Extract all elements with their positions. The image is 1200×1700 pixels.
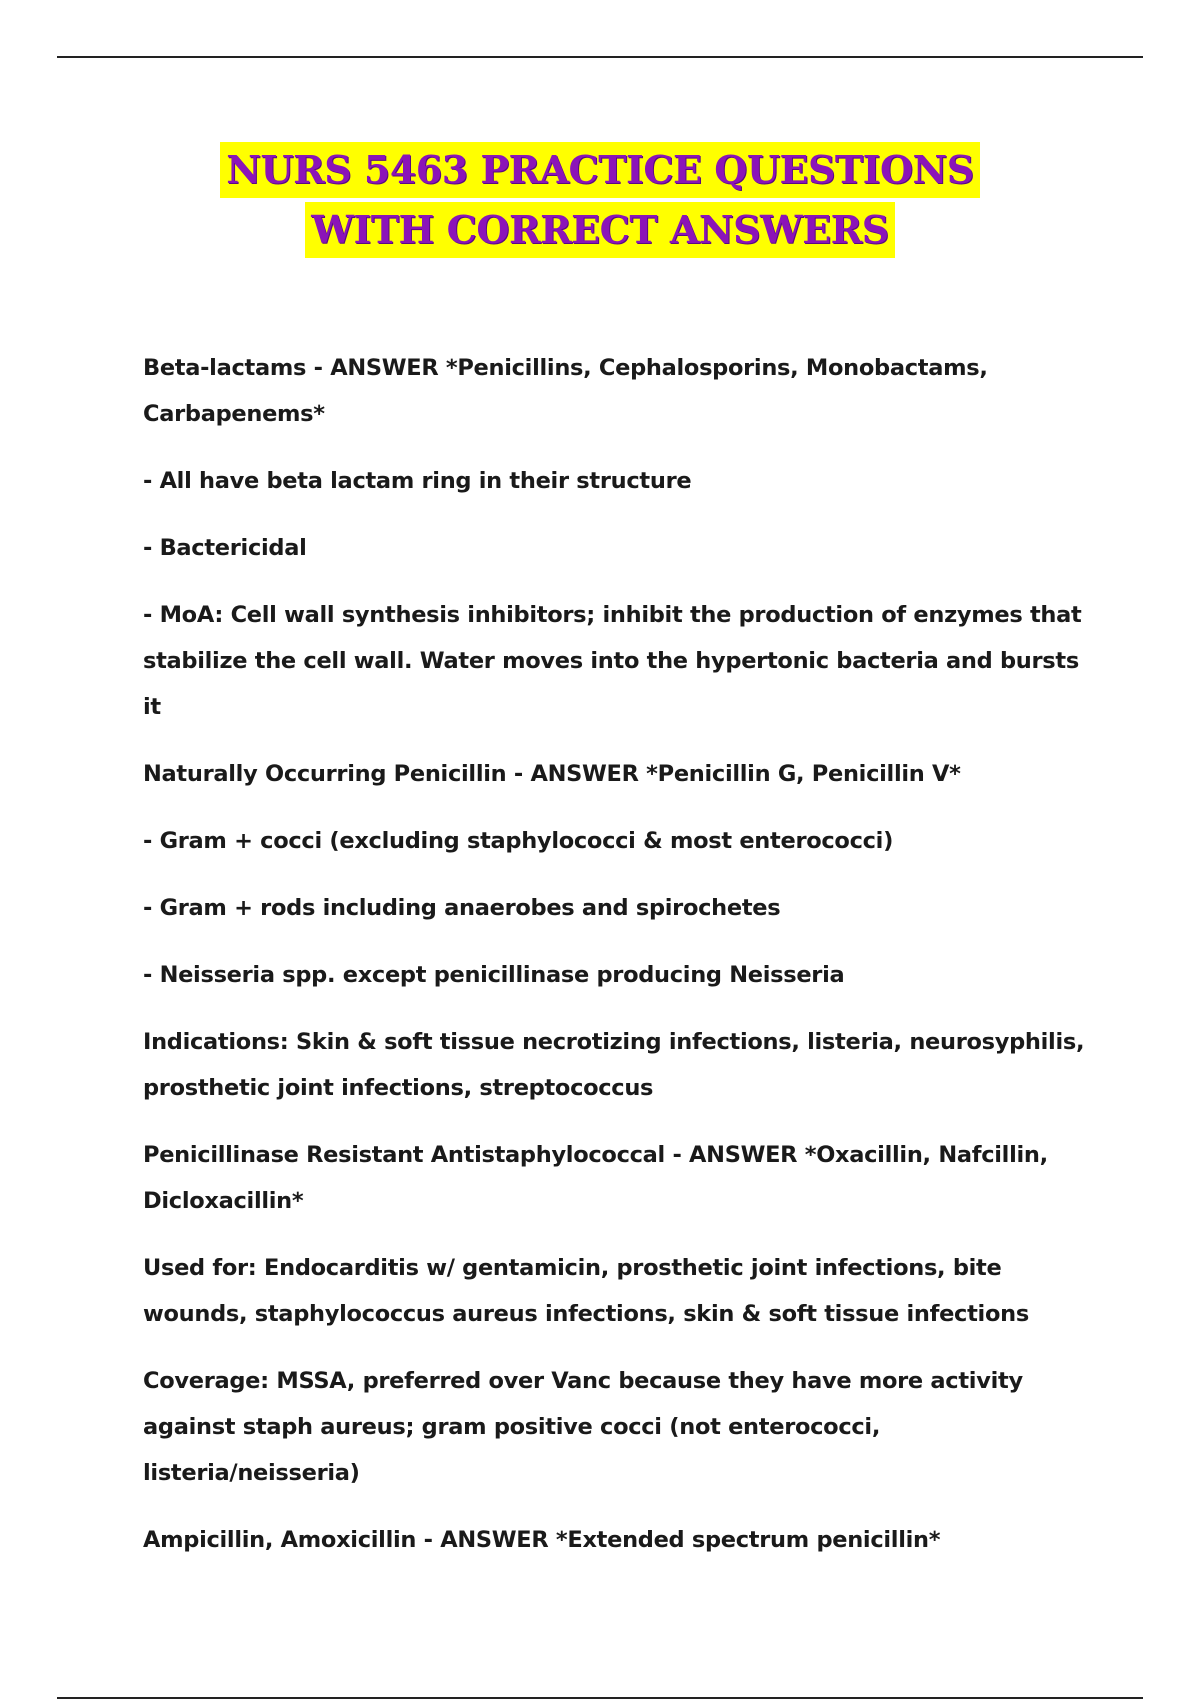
paragraph: Indications: Skin & soft tissue necrotizing infections, listeria, neurosyphilis, prosthetic joint infections, streptococcus: [143, 1029, 1085, 1101]
document-body: [143, 345, 1103, 1584]
paragraph: Used for: Endocarditis w/ gentamicin, prosthetic joint infections, bite wounds, staphylococcus aureus infections, skin & soft tissue infections: [143, 1255, 1029, 1327]
paragraph: - MoA: Cell wall synthesis inhibitors; inhibit the production of enzymes that stabilize the cell wall. Water moves into the hypertonic bacteria and bursts it: [143, 602, 1082, 720]
top-rule: [57, 56, 1143, 58]
paragraph: Penicillinase Resistant Antistaphylococcal - ANSWER *Oxacillin, Nafcillin, Dicloxacillin*: [143, 1142, 1048, 1214]
paragraph: Coverage: MSSA, preferred over Vanc because they have more activity against staph aureus; gram positive cocci (not enterococci, listeria/neisseria): [143, 1368, 1023, 1486]
paragraph: Naturally Occurring Penicillin - ANSWER *Penicillin G, Penicillin V*: [143, 761, 961, 787]
paragraph: Ampicillin, Amoxicillin - ANSWER *Extended spectrum penicillin*: [143, 1527, 941, 1553]
paragraph: - Gram + cocci (excluding staphylococci & most enterococci): [143, 828, 894, 854]
paragraph: Beta-lactams - ANSWER *Penicillins, Cephalosporins, Monobactams, Carbapenems*: [143, 355, 988, 427]
paragraph: - Gram + rods including anaerobes and spirochetes: [143, 895, 781, 921]
document-title: [0, 140, 1200, 260]
bottom-rule: [57, 1697, 1143, 1699]
paragraph: - Neisseria spp. except penicillinase producing Neisseria: [143, 962, 845, 988]
paragraph: - Bactericidal: [143, 535, 307, 561]
paragraph: - All have beta lactam ring in their structure: [143, 468, 692, 494]
title-line-2: WITH CORRECT ANSWERS: [305, 202, 894, 258]
title-line-1: NURS 5463 PRACTICE QUESTIONS: [220, 142, 979, 198]
